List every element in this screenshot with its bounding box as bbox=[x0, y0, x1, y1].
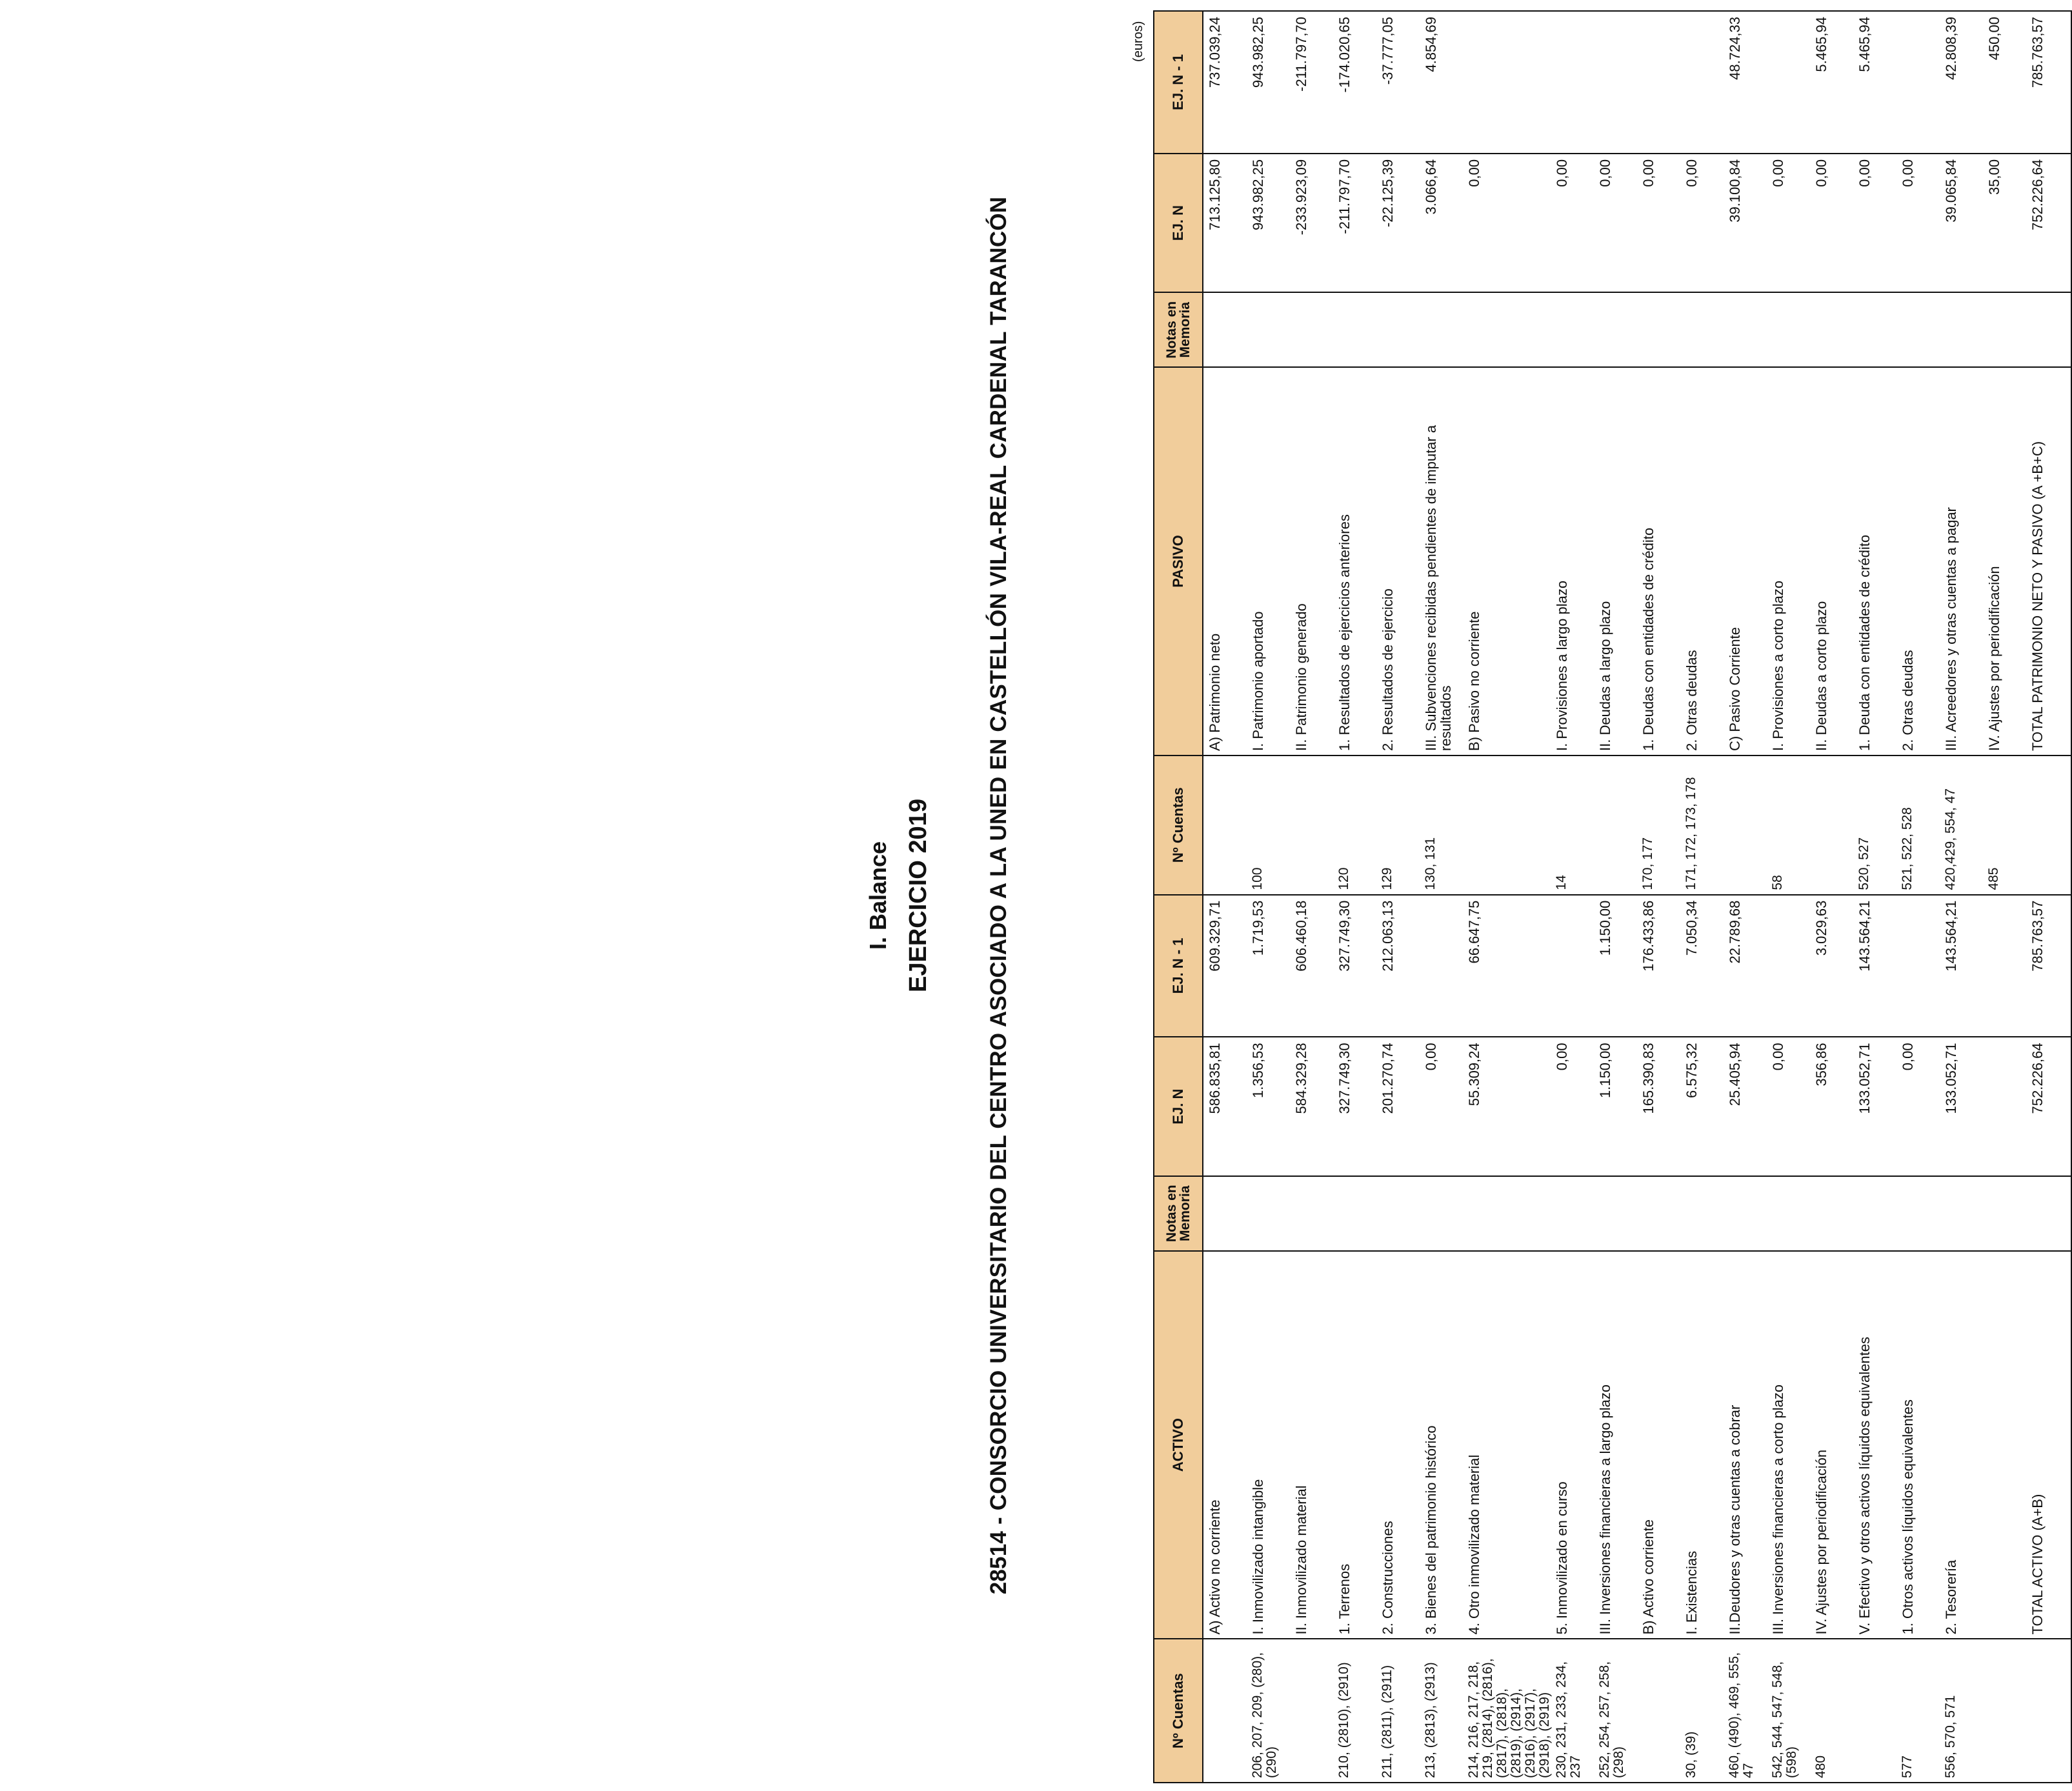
table-row bbox=[1203, 11, 1248, 1783]
header-cuentas-pasivo: Nº Cuentas bbox=[1154, 755, 1203, 895]
activo-label: I. Inmovilizado intangible bbox=[1248, 1251, 1291, 1639]
activo-notas bbox=[1811, 1176, 1855, 1251]
activo-ej-n: 165.390,83 bbox=[1638, 1037, 1682, 1176]
activo-cuentas bbox=[1855, 1639, 1898, 1783]
activo-ej-n: 25.405,94 bbox=[1725, 1037, 1768, 1176]
pasivo-notas bbox=[2027, 292, 2071, 367]
pasivo-cuentas: 520, 527 bbox=[1855, 755, 1898, 895]
pasivo-cuentas bbox=[1725, 755, 1768, 895]
pasivo-ej-n: 0,00 bbox=[1811, 154, 1855, 293]
pasivo-label: 2. Otras deudas bbox=[1682, 367, 1725, 755]
activo-ej-n1 bbox=[1768, 895, 1811, 1037]
activo-cuentas: 230, 231, 233, 234, 237 bbox=[1552, 1639, 1595, 1783]
activo-notas bbox=[1334, 1176, 1378, 1251]
activo-cuentas bbox=[2027, 1639, 2071, 1783]
pasivo-label: I. Provisiones a corto plazo bbox=[1768, 367, 1811, 755]
activo-cuentas: 30, (39) bbox=[1682, 1639, 1725, 1783]
header-ej-n-pasivo: EJ. N bbox=[1154, 154, 1203, 293]
pasivo-ej-n: 943.982,25 bbox=[1248, 154, 1291, 293]
activo-cuentas: 252, 254, 257, 258, (298) bbox=[1595, 1639, 1638, 1783]
activo-ej-n: 752.226,64 bbox=[2027, 1037, 2071, 1176]
header-ej-n1-pasivo: EJ. N - 1 bbox=[1154, 11, 1203, 154]
pasivo-ej-n: 0,00 bbox=[1898, 154, 1941, 293]
activo-ej-n: 0,00 bbox=[1552, 1037, 1595, 1176]
pasivo-notas bbox=[1638, 292, 1682, 367]
activo-label: V. Efectivo y otros activos líquidos equivalentes bbox=[1855, 1251, 1898, 1639]
pasivo-ej-n1 bbox=[1552, 11, 1595, 154]
activo-label: I. Existencias bbox=[1682, 1251, 1725, 1639]
pasivo-cuentas: 14 bbox=[1552, 755, 1595, 895]
pasivo-ej-n1: 48.724,33 bbox=[1725, 11, 1768, 154]
pasivo-ej-n: 0,00 bbox=[1768, 154, 1811, 293]
activo-cuentas: 480 bbox=[1811, 1639, 1855, 1783]
activo-ej-n: 0,00 bbox=[1421, 1037, 1464, 1176]
activo-ej-n1: 609.329,71 bbox=[1203, 895, 1248, 1037]
activo-notas bbox=[1421, 1176, 1464, 1251]
pasivo-ej-n: -211.797,70 bbox=[1334, 154, 1378, 293]
pasivo-label: 1. Deuda con entidades de crédito bbox=[1855, 367, 1898, 755]
activo-notas bbox=[1682, 1176, 1725, 1251]
header-ej-n1-activo: EJ. N - 1 bbox=[1154, 895, 1203, 1037]
table-row bbox=[1334, 11, 1378, 1783]
activo-cuentas: 213, (2813), (2913) bbox=[1421, 1639, 1464, 1783]
pasivo-label: IV. Ajustes por periodificación bbox=[1984, 367, 2027, 755]
pasivo-label: C) Pasivo Corriente bbox=[1725, 367, 1768, 755]
pasivo-notas bbox=[1725, 292, 1768, 367]
activo-ej-n: 1.356,53 bbox=[1248, 1037, 1291, 1176]
pasivo-ej-n: 713.125,80 bbox=[1203, 154, 1248, 293]
pasivo-cuentas: 171, 172, 173, 178 bbox=[1682, 755, 1725, 895]
activo-ej-n1: 3.029,63 bbox=[1811, 895, 1855, 1037]
pasivo-ej-n: 0,00 bbox=[1552, 154, 1595, 293]
activo-notas bbox=[1725, 1176, 1768, 1251]
header-ej-n-activo: EJ. N bbox=[1154, 1037, 1203, 1176]
pasivo-ej-n: 0,00 bbox=[1682, 154, 1725, 293]
activo-cuentas: 460, (490), 469, 555, 47 bbox=[1725, 1639, 1768, 1783]
pasivo-label: 1. Resultados de ejercicios anteriores bbox=[1334, 367, 1378, 755]
activo-notas bbox=[1291, 1176, 1334, 1251]
activo-notas bbox=[1768, 1176, 1811, 1251]
activo-ej-n1: 327.749,30 bbox=[1334, 895, 1378, 1037]
pasivo-ej-n1: 5.465,94 bbox=[1811, 11, 1855, 154]
pasivo-label: 1. Deudas con entidades de crédito bbox=[1638, 367, 1682, 755]
pasivo-cuentas: 130, 131 bbox=[1421, 755, 1464, 895]
activo-ej-n: 586.835,81 bbox=[1203, 1037, 1248, 1176]
pasivo-ej-n: 0,00 bbox=[1855, 154, 1898, 293]
activo-cuentas: 206, 207, 209, (280), (290) bbox=[1248, 1639, 1291, 1783]
pasivo-ej-n: 752.226,64 bbox=[2027, 154, 2071, 293]
pasivo-cuentas: 58 bbox=[1768, 755, 1811, 895]
table-row bbox=[1595, 11, 1638, 1783]
activo-notas bbox=[1898, 1176, 1941, 1251]
pasivo-cuentas: 100 bbox=[1248, 755, 1291, 895]
pasivo-ej-n1: 42.808,39 bbox=[1941, 11, 1984, 154]
table-row bbox=[1421, 11, 1464, 1783]
activo-cuentas: 214, 216, 217, 218, 219, (2814), (2816), (2817), (2818), (2819), (2914), (2916), (2917), (2918), (2919) bbox=[1464, 1639, 1552, 1783]
table-row bbox=[1725, 11, 1768, 1783]
units-label: (euros) bbox=[1131, 21, 1145, 62]
activo-ej-n1: 143.564,21 bbox=[1855, 895, 1898, 1037]
table-row bbox=[1682, 11, 1725, 1783]
activo-notas bbox=[1984, 1176, 2027, 1251]
activo-ej-n: 327.749,30 bbox=[1334, 1037, 1378, 1176]
activo-ej-n: 1.150,00 bbox=[1595, 1037, 1638, 1176]
pasivo-label: II. Deudas a largo plazo bbox=[1595, 367, 1638, 755]
activo-cuentas bbox=[1291, 1639, 1334, 1783]
pasivo-notas bbox=[1421, 292, 1464, 367]
activo-notas bbox=[2027, 1176, 2071, 1251]
activo-notas bbox=[1638, 1176, 1682, 1251]
activo-ej-n: 201.270,74 bbox=[1378, 1037, 1421, 1176]
pasivo-ej-n1: 943.982,25 bbox=[1248, 11, 1291, 154]
activo-cuentas: 556, 570, 571 bbox=[1941, 1639, 1984, 1783]
pasivo-ej-n: 3.066,64 bbox=[1421, 154, 1464, 293]
activo-ej-n1 bbox=[1421, 895, 1464, 1037]
activo-ej-n: 133.052,71 bbox=[1855, 1037, 1898, 1176]
pasivo-cuentas bbox=[1811, 755, 1855, 895]
pasivo-notas bbox=[1291, 292, 1334, 367]
pasivo-cuentas: 170, 177 bbox=[1638, 755, 1682, 895]
pasivo-ej-n: 39.100,84 bbox=[1725, 154, 1768, 293]
activo-notas bbox=[1941, 1176, 1984, 1251]
table-row bbox=[1464, 11, 1552, 1783]
activo-notas bbox=[1855, 1176, 1898, 1251]
activo-label: 5. Inmovilizado en curso bbox=[1552, 1251, 1595, 1639]
pasivo-cuentas bbox=[1203, 755, 1248, 895]
pasivo-ej-n1: 785.763,57 bbox=[2027, 11, 2071, 154]
pasivo-notas bbox=[1855, 292, 1898, 367]
pasivo-ej-n: 0,00 bbox=[1638, 154, 1682, 293]
pasivo-ej-n1 bbox=[1898, 11, 1941, 154]
exercise-title: EJERCICIO 2019 bbox=[905, 799, 932, 992]
pasivo-label: A) Patrimonio neto bbox=[1203, 367, 1248, 755]
table-row bbox=[1291, 11, 1334, 1783]
pasivo-ej-n1: -174.020,65 bbox=[1334, 11, 1378, 154]
header-notas-activo: Notas en Memoria bbox=[1154, 1176, 1203, 1251]
table-row bbox=[1811, 11, 1855, 1783]
activo-ej-n1: 66.647,75 bbox=[1464, 895, 1552, 1037]
activo-ej-n1: 7.050,34 bbox=[1682, 895, 1725, 1037]
pasivo-ej-n1: -211.797,70 bbox=[1291, 11, 1334, 154]
pasivo-ej-n1: 737.039,24 bbox=[1203, 11, 1248, 154]
pasivo-ej-n1: 4.854,69 bbox=[1421, 11, 1464, 154]
pasivo-ej-n1 bbox=[1682, 11, 1725, 154]
header-activo: ACTIVO bbox=[1154, 1251, 1203, 1639]
entity-title: 28514 - CONSORCIO UNIVERSITARIO DEL CENTRO ASOCIADO A LA UNED EN CASTELLÓN VILA-REAL CARDENAL TARANCÓN bbox=[986, 196, 1011, 1595]
table-row bbox=[1248, 11, 1291, 1783]
activo-cuentas: 211, (2811), (2911) bbox=[1378, 1639, 1421, 1783]
activo-label: II. Inmovilizado material bbox=[1291, 1251, 1334, 1639]
pasivo-notas bbox=[1984, 292, 2027, 367]
pasivo-cuentas: 129 bbox=[1378, 755, 1421, 895]
pasivo-ej-n1: 450,00 bbox=[1984, 11, 2027, 154]
table-row bbox=[2027, 11, 2071, 1783]
activo-label: 1. Terrenos bbox=[1334, 1251, 1378, 1639]
header-row bbox=[1154, 11, 1203, 1783]
pasivo-label: 2. Resultados de ejercicio bbox=[1378, 367, 1421, 755]
activo-ej-n1 bbox=[1984, 895, 2027, 1037]
table-row bbox=[1378, 11, 1421, 1783]
pasivo-notas bbox=[1378, 292, 1421, 367]
activo-label: A) Activo no corriente bbox=[1203, 1251, 1248, 1639]
activo-label: 4. Otro inmovilizado material bbox=[1464, 1251, 1552, 1639]
activo-notas bbox=[1203, 1176, 1248, 1251]
balance-body bbox=[1203, 11, 2071, 1783]
activo-label: 2. Construcciones bbox=[1378, 1251, 1421, 1639]
pasivo-label: I. Provisiones a largo plazo bbox=[1552, 367, 1595, 755]
pasivo-ej-n: 0,00 bbox=[1595, 154, 1638, 293]
activo-ej-n: 133.052,71 bbox=[1941, 1037, 1984, 1176]
pasivo-notas bbox=[1811, 292, 1855, 367]
activo-label: 2. Tesorería bbox=[1941, 1251, 1984, 1639]
pasivo-cuentas bbox=[1291, 755, 1334, 895]
pasivo-ej-n: 39.065,84 bbox=[1941, 154, 1984, 293]
pasivo-cuentas: 521, 522, 528 bbox=[1898, 755, 1941, 895]
pasivo-notas bbox=[1595, 292, 1638, 367]
pasivo-ej-n1 bbox=[1464, 11, 1552, 154]
pasivo-notas bbox=[1203, 292, 1248, 367]
pasivo-notas bbox=[1552, 292, 1595, 367]
table-row bbox=[1638, 11, 1682, 1783]
pasivo-notas bbox=[1941, 292, 1984, 367]
activo-label: 3. Bienes del patrimonio histórico bbox=[1421, 1251, 1464, 1639]
activo-notas bbox=[1595, 1176, 1638, 1251]
activo-cuentas: 210, (2810), (2910) bbox=[1334, 1639, 1378, 1783]
activo-cuentas: 577 bbox=[1898, 1639, 1941, 1783]
pasivo-ej-n: 0,00 bbox=[1464, 154, 1552, 293]
activo-ej-n1: 606.460,18 bbox=[1291, 895, 1334, 1037]
activo-ej-n1: 176.433,86 bbox=[1638, 895, 1682, 1037]
activo-ej-n: 55.309,24 bbox=[1464, 1037, 1552, 1176]
pasivo-ej-n1 bbox=[1638, 11, 1682, 154]
pasivo-ej-n: -233.923,09 bbox=[1291, 154, 1334, 293]
pasivo-ej-n1 bbox=[1768, 11, 1811, 154]
activo-ej-n: 0,00 bbox=[1898, 1037, 1941, 1176]
activo-ej-n: 6.575,32 bbox=[1682, 1037, 1725, 1176]
activo-ej-n1: 1.719,53 bbox=[1248, 895, 1291, 1037]
activo-ej-n1: 1.150,00 bbox=[1595, 895, 1638, 1037]
pasivo-label: TOTAL PATRIMONIO NETO Y PASIVO (A +B+C) bbox=[2027, 367, 2071, 755]
section-title: I. Balance bbox=[865, 841, 891, 950]
activo-ej-n1: 22.789,68 bbox=[1725, 895, 1768, 1037]
activo-cuentas bbox=[1984, 1639, 2027, 1783]
pasivo-notas bbox=[1464, 292, 1552, 367]
pasivo-notas bbox=[1898, 292, 1941, 367]
activo-label: TOTAL ACTIVO (A+B) bbox=[2027, 1251, 2071, 1639]
pasivo-notas bbox=[1768, 292, 1811, 367]
activo-notas bbox=[1552, 1176, 1595, 1251]
activo-cuentas: 542, 544, 547, 548, (598) bbox=[1768, 1639, 1811, 1783]
pasivo-ej-n: -22.125,39 bbox=[1378, 154, 1421, 293]
header-notas-pasivo: Notas en Memoria bbox=[1154, 292, 1203, 367]
header-cuentas-activo: Nº Cuentas bbox=[1154, 1639, 1203, 1783]
activo-cuentas bbox=[1638, 1639, 1682, 1783]
pasivo-cuentas: 420,429, 554, 47 bbox=[1941, 755, 1984, 895]
table-row bbox=[1984, 11, 2027, 1783]
activo-ej-n1 bbox=[1552, 895, 1595, 1037]
activo-label: IV. Ajustes por periodificación bbox=[1811, 1251, 1855, 1639]
activo-label: II.Deudores y otras cuentas a cobrar bbox=[1725, 1251, 1768, 1639]
pasivo-notas bbox=[1334, 292, 1378, 367]
pasivo-ej-n1 bbox=[1595, 11, 1638, 154]
activo-cuentas bbox=[1203, 1639, 1248, 1783]
pasivo-ej-n1: 5.465,94 bbox=[1855, 11, 1898, 154]
activo-notas bbox=[1464, 1176, 1552, 1251]
activo-ej-n: 356,86 bbox=[1811, 1037, 1855, 1176]
pasivo-notas bbox=[1682, 292, 1725, 367]
pasivo-label: I. Patrimonio aportado bbox=[1248, 367, 1291, 755]
activo-notas bbox=[1378, 1176, 1421, 1251]
pasivo-notas bbox=[1248, 292, 1291, 367]
pasivo-label: B) Pasivo no corriente bbox=[1464, 367, 1552, 755]
activo-ej-n1: 143.564,21 bbox=[1941, 895, 1984, 1037]
activo-label: III. Inversiones financieras a largo plazo bbox=[1595, 1251, 1638, 1639]
activo-label bbox=[1984, 1251, 2027, 1639]
pasivo-label: III. Subvenciones recibidas pendientes de imputar a resultados bbox=[1421, 367, 1464, 755]
balance-table bbox=[1153, 10, 2072, 1783]
table-row bbox=[1898, 11, 1941, 1783]
activo-label: 1. Otros activos líquidos equivalentes bbox=[1898, 1251, 1941, 1639]
table-row bbox=[1768, 11, 1811, 1783]
pasivo-cuentas bbox=[1595, 755, 1638, 895]
header-pasivo: PASIVO bbox=[1154, 367, 1203, 755]
pasivo-ej-n: 35,00 bbox=[1984, 154, 2027, 293]
pasivo-label: II. Patrimonio generado bbox=[1291, 367, 1334, 755]
pasivo-ej-n1: -37.777,05 bbox=[1378, 11, 1421, 154]
pasivo-label: II. Deudas a corto plazo bbox=[1811, 367, 1855, 755]
table-row bbox=[1941, 11, 1984, 1783]
pasivo-cuentas: 120 bbox=[1334, 755, 1378, 895]
pasivo-label: 2. Otras deudas bbox=[1898, 367, 1941, 755]
pasivo-cuentas bbox=[2027, 755, 2071, 895]
activo-notas bbox=[1248, 1176, 1291, 1251]
table-row bbox=[1855, 11, 1898, 1783]
activo-ej-n: 0,00 bbox=[1768, 1037, 1811, 1176]
activo-ej-n1 bbox=[1898, 895, 1941, 1037]
pasivo-label: III. Acreedores y otras cuentas a pagar bbox=[1941, 367, 1984, 755]
activo-label: III. Inversiones financieras a corto plazo bbox=[1768, 1251, 1811, 1639]
pasivo-cuentas: 485 bbox=[1984, 755, 2027, 895]
pasivo-cuentas bbox=[1464, 755, 1552, 895]
activo-ej-n1: 212.063,13 bbox=[1378, 895, 1421, 1037]
activo-ej-n: 584.329,28 bbox=[1291, 1037, 1334, 1176]
activo-label: B) Activo corriente bbox=[1638, 1251, 1682, 1639]
table-row bbox=[1552, 11, 1595, 1783]
activo-ej-n bbox=[1984, 1037, 2027, 1176]
activo-ej-n1: 785.763,57 bbox=[2027, 895, 2071, 1037]
